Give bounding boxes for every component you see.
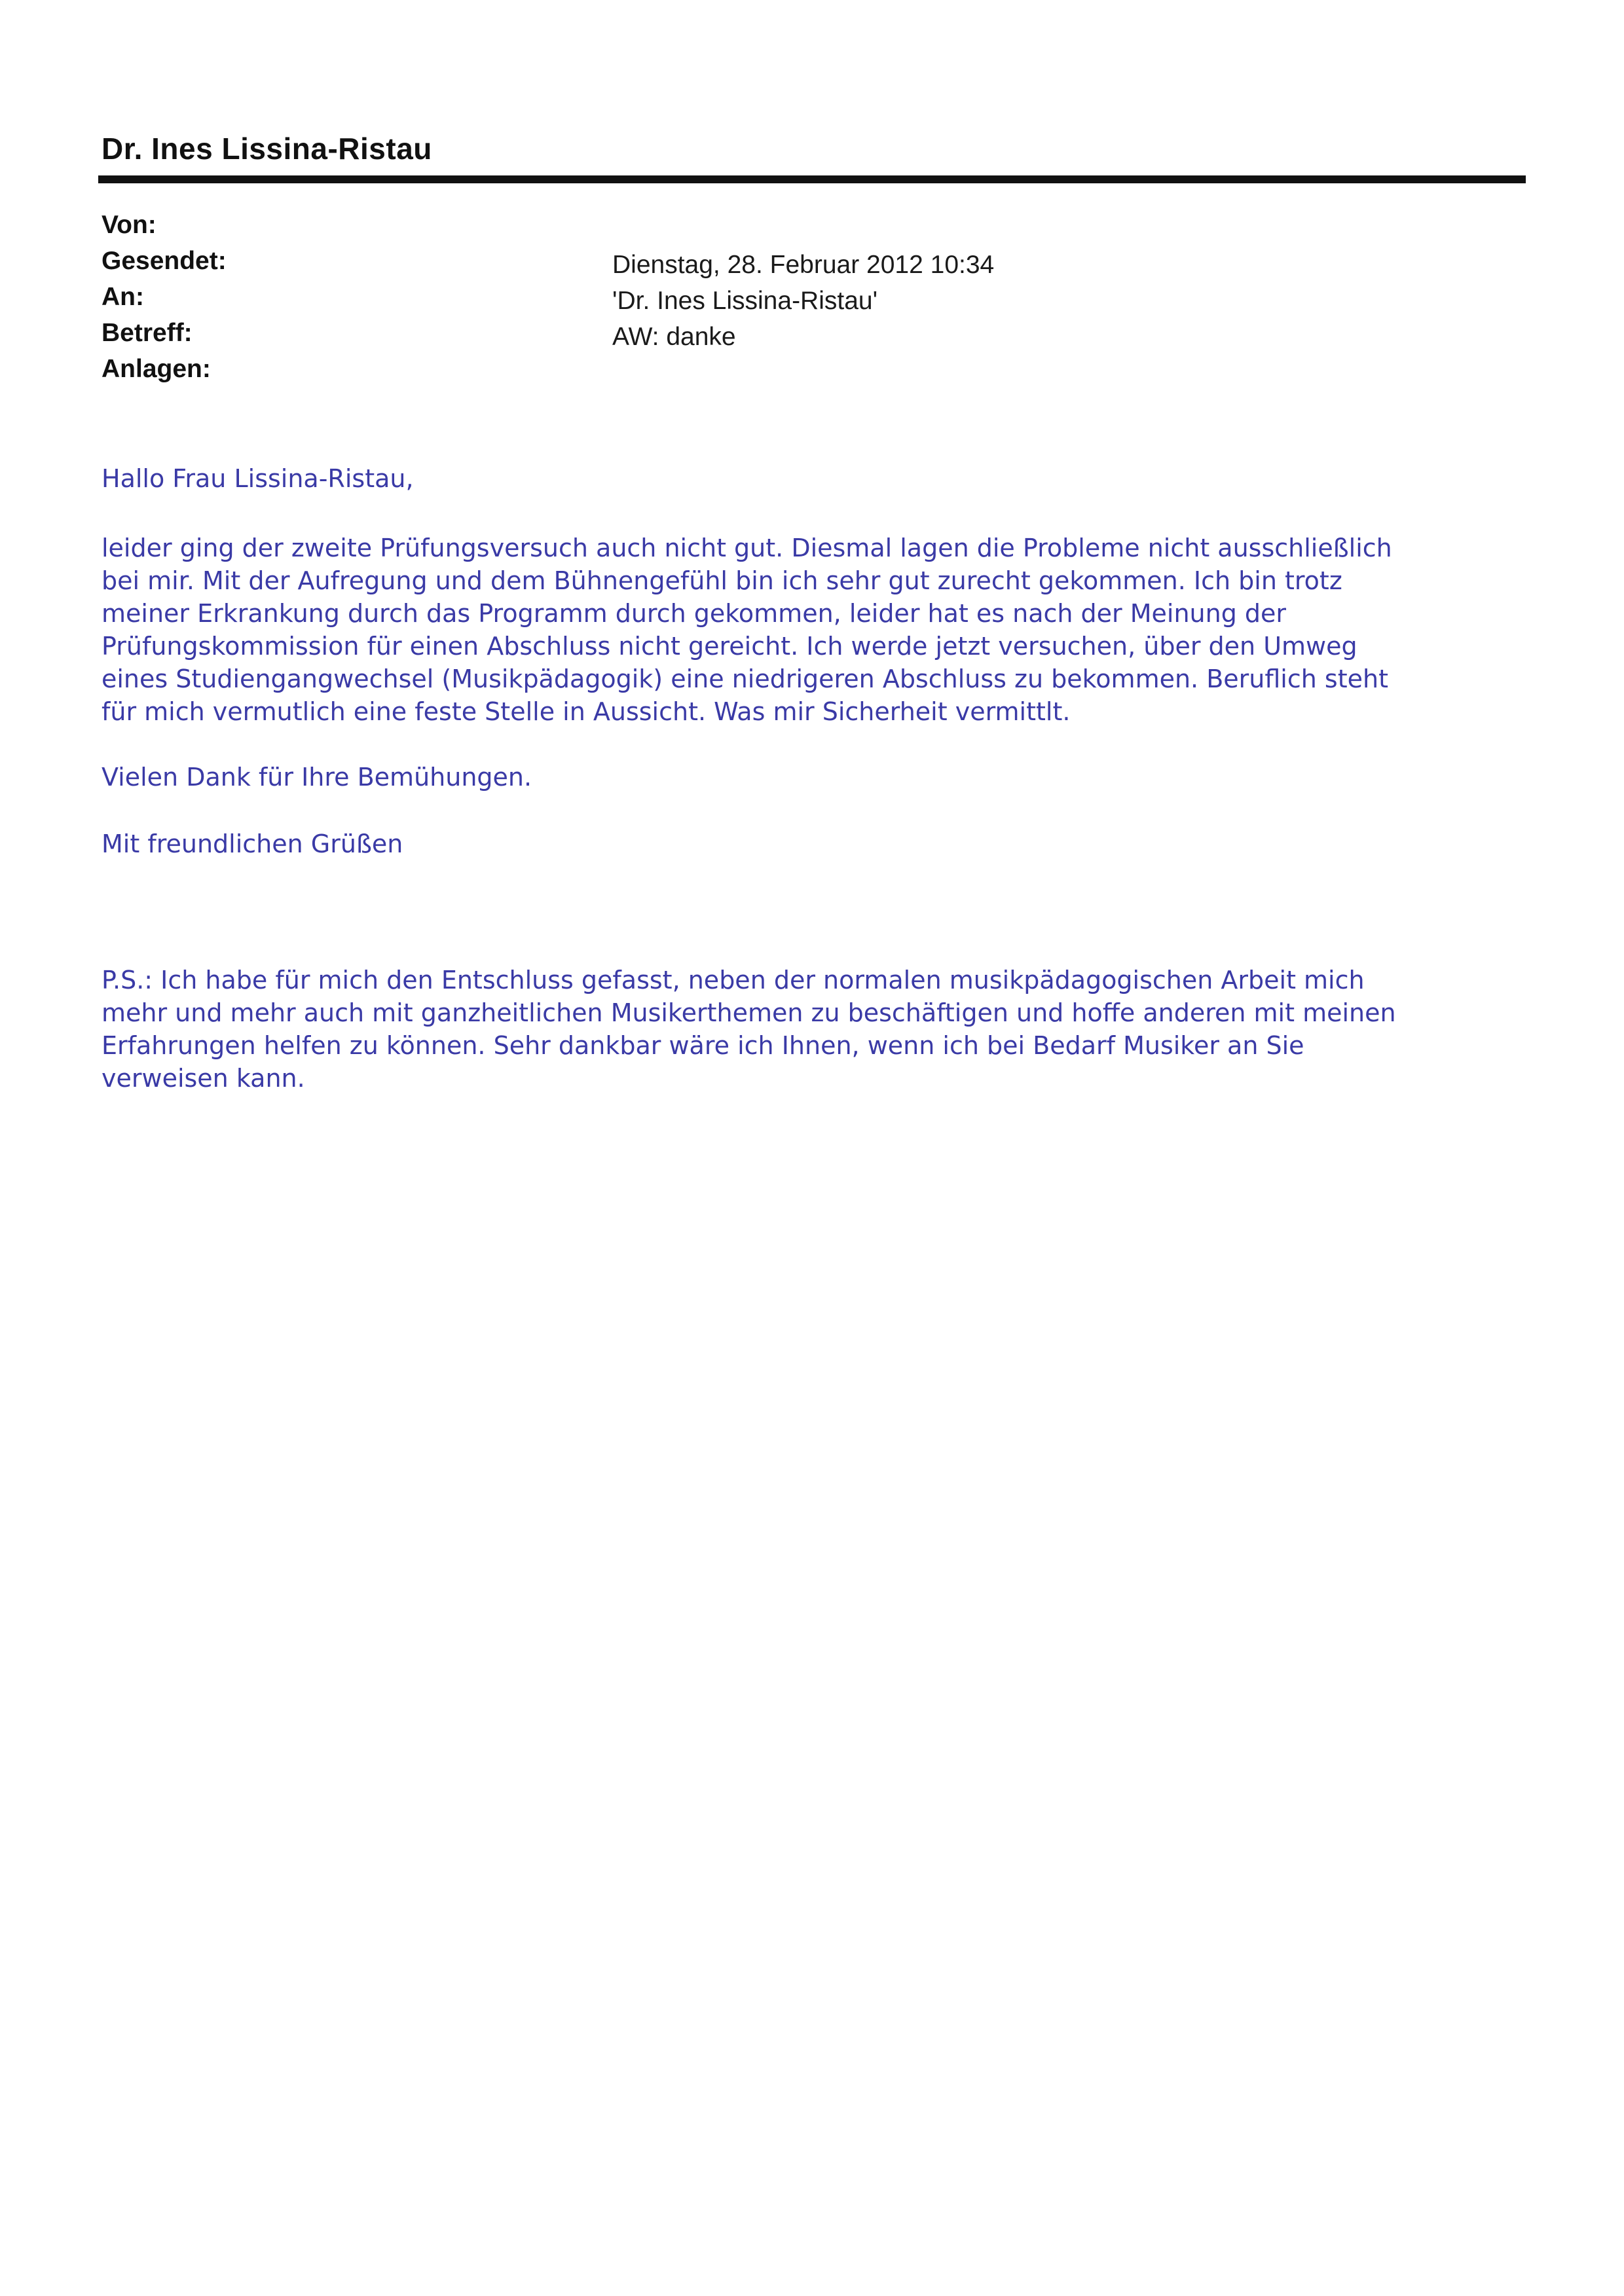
paragraph-line: Prüfungskommission für einen Abschluss nicht gereicht. Ich werde jetzt versuchen, über den Umweg: [101, 632, 1357, 661]
anlagen-label: Anlagen:: [101, 355, 211, 383]
paragraph-line: bei mir. Mit der Aufregung und dem Bühnengefühl bin ich sehr gut zurecht gekommen. Ich bin trotz: [101, 566, 1342, 595]
gesendet-label: Gesendet:: [101, 247, 227, 275]
postscript-line: Erfahrungen helfen zu können. Sehr dankbar wäre ich Ihnen, wenn ich bei Bedarf Musiker an Sie: [101, 1031, 1304, 1060]
postscript-line: P.S.: Ich habe für mich den Entschluss gefasst, neben der normalen musikpädagogischen Arbeit mich: [101, 966, 1365, 994]
paragraph-line: für mich vermutlich eine feste Stelle in Aussicht. Was mir Sicherheit vermittlt.: [101, 697, 1071, 726]
betreff-value: AW: danke: [612, 323, 736, 351]
thanks-line: Vielen Dank für Ihre Bemühungen.: [101, 763, 532, 792]
paragraph-line: meiner Erkrankung durch das Programm durch gekommen, leider hat es nach der Meinung der: [101, 599, 1287, 628]
von-label: Von:: [101, 211, 157, 239]
postscript: [101, 964, 1396, 1095]
an-label: An:: [101, 283, 144, 311]
postscript-line: mehr und mehr auch mit ganzheitlichen Musikerthemen zu beschäftigen und hoffe anderen mit meinen: [101, 998, 1396, 1027]
gesendet-value: Dienstag, 28. Februar 2012 10:34: [612, 251, 995, 279]
header-divider: [98, 175, 1526, 183]
sender-name: Dr. Ines Lissina-Ristau: [101, 132, 432, 166]
closing-line: Mit freundlichen Grüßen: [101, 829, 403, 858]
an-value: 'Dr. Ines Lissina-Ristau': [612, 287, 878, 315]
paragraph-line: eines Studiengangwechsel (Musikpädagogik) eine niedrigeren Abschluss zu bekommen. Beruflich steht: [101, 665, 1388, 693]
betreff-label: Betreff:: [101, 319, 193, 347]
greeting: Hallo Frau Lissina-Ristau,: [101, 464, 414, 493]
paragraph-line: leider ging der zweite Prüfungsversuch auch nicht gut. Diesmal lagen die Probleme nicht ausschließlich: [101, 534, 1392, 562]
body-paragraph: [101, 532, 1392, 728]
postscript-line: verweisen kann.: [101, 1064, 305, 1093]
